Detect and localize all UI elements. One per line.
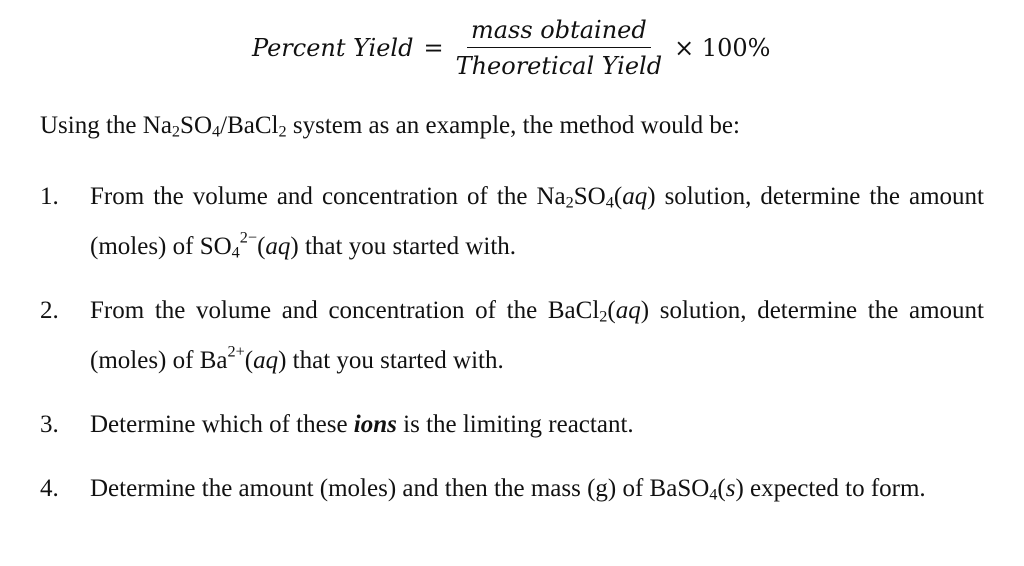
percent-yield-formula <box>252 18 770 78</box>
formula-denominator: Theoretical Yield <box>455 52 663 80</box>
step-number: 1. <box>40 183 59 210</box>
formula-numerator: mass obtained <box>467 18 651 48</box>
list-item <box>40 172 984 272</box>
step-text: From the volume and concentration of the BaCl$_2$(aq) solution, determine the amount (moles) of $Ba^{2+}(aq)$ that you started with. <box>90 297 985 374</box>
formula-fraction <box>452 18 667 78</box>
emphasis-ions: ions <box>353 411 397 438</box>
step-number: 3. <box>40 411 59 438</box>
formula-multiplier: × 100% <box>674 34 771 62</box>
step-text: Determine the amount (moles) and then the mass (g) of BaSO$_4$(s) expected to form. <box>90 475 926 504</box>
step-text: Determine which of these ions is the limiting reactant. <box>90 411 634 438</box>
method-steps <box>40 172 984 528</box>
step-number: 4. <box>40 475 59 502</box>
list-item <box>40 400 984 450</box>
step-text: From the volume and concentration of the $Na_2SO_4(aq)$ solution, determine the amount (moles) of $SO_4^{2-}(aq)$ that you started with. <box>90 183 984 262</box>
formula-lhs: Percent Yield <box>252 34 414 62</box>
list-item <box>40 286 984 386</box>
step-number: 2. <box>40 297 59 324</box>
list-item <box>40 464 984 514</box>
intro-sentence: Using the $Na_2SO_4/BaCl_2$ system as an example, the method would be: <box>40 112 740 141</box>
formula-equals: = <box>423 34 444 62</box>
